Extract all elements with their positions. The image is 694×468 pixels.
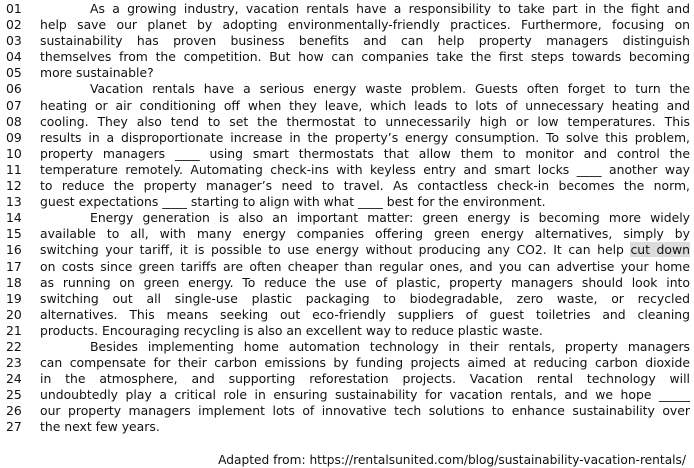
text-line (6, 371, 690, 387)
text-line (6, 339, 690, 355)
text-line (6, 291, 690, 307)
line-number: 27 (6, 419, 22, 435)
text-line (6, 403, 690, 419)
line-number: 16 (6, 242, 22, 258)
line-text-before-highlight: switching your tariff, it is possible to use energy without producing any CO2. It can help (40, 242, 631, 258)
text-line (6, 178, 690, 194)
line-text: help save our planet by adopting environmentally-friendly practices. Furthermore, focusing on (40, 17, 690, 33)
line-number: 19 (6, 290, 22, 306)
line-number: 07 (6, 97, 22, 113)
line-text: As a growing industry, vacation rentals have a responsibility to take part in the fight and (90, 1, 690, 16)
line-number: 04 (6, 49, 22, 65)
line-number: 24 (6, 371, 22, 387)
line-number: 06 (6, 81, 22, 97)
text-line (6, 419, 690, 435)
line-number: 02 (6, 17, 22, 33)
text-line (6, 65, 690, 81)
line-number: 11 (6, 161, 22, 177)
line-text: switching out all single-use plastic packaging to biodegradable, zero waste, or recycled (40, 290, 690, 306)
text-line (6, 307, 690, 323)
line-number: 25 (6, 387, 22, 403)
line-text: more sustainable? (40, 65, 154, 81)
line-number: 03 (6, 33, 22, 49)
text-line (6, 226, 690, 242)
text-line (6, 162, 690, 178)
line-text: available to all, with many energy companies offering green energy alternatives, simply by (40, 226, 690, 242)
line-text: results in a disproportionate increase in the property’s energy consumption. To solve this problem, (40, 129, 690, 145)
line-text: property managers ____ using smart thermostats that allow them to monitor and control the (40, 145, 690, 161)
line-number: 17 (6, 258, 22, 274)
line-number: 05 (6, 65, 22, 81)
line-number: 08 (6, 113, 22, 129)
line-text: Energy generation is also an important matter: green energy is becoming more widely (90, 210, 690, 226)
text-line (6, 1, 690, 17)
line-text: can compensate for their carbon emissions by funding projects aimed at reducing carbon dioxide (40, 355, 690, 371)
line-text: Besides implementing home automation technology in their rentals, property managers (90, 338, 690, 354)
article-body (6, 1, 690, 436)
source-citation: Adapted from: https://rentalsunited.com/blog/sustainability-vacation-rentals/ (218, 453, 686, 467)
line-text: themselves from the competition. But how can companies take the first steps towards becoming (40, 49, 690, 65)
line-text (40, 242, 690, 258)
text-line (6, 323, 690, 339)
text-line (6, 33, 690, 49)
line-text: products. Encouraging recycling is also an excellent way to reduce plastic waste. (40, 322, 543, 338)
line-text: our property managers implement lots of innovative tech solutions to enhance sustainability over (40, 403, 690, 419)
line-number: 26 (6, 403, 22, 419)
line-number: 13 (6, 194, 22, 210)
text-line (6, 210, 690, 226)
line-number: 20 (6, 306, 22, 322)
line-number: 12 (6, 178, 22, 194)
line-text: to reduce the property manager’s need to travel. As contactless check-in becomes the norm, (40, 178, 690, 194)
line-text: the next few years. (40, 419, 160, 435)
text-line (6, 275, 690, 291)
line-text: cooling. They also tend to set the thermostat to unnecessarily high or low temperatures. This (40, 113, 690, 129)
line-number: 01 (6, 1, 22, 16)
line-text: alternatives. This means seeking out eco-friendly suppliers of guest toiletries and cleaning (40, 306, 690, 322)
line-text: on costs since green tariffs are often cheaper than regular ones, and you can advertise your home (40, 258, 690, 274)
line-text: guest expectations ____ starting to align with what ____ best for the environment. (40, 194, 546, 210)
text-line (6, 17, 690, 33)
text-line (6, 114, 690, 130)
line-text: sustainability has proven business benefits and can help property managers distinguish (40, 33, 690, 49)
text-line (6, 146, 690, 162)
line-number: 18 (6, 274, 22, 290)
line-number: 15 (6, 226, 22, 242)
text-line (6, 242, 690, 258)
text-line (6, 98, 690, 114)
line-number: 21 (6, 322, 22, 338)
text-line (6, 49, 690, 65)
highlighted-phrase: cut down (630, 242, 690, 258)
line-text: undoubtedly play a critical role in ensuring sustainability for vacation rentals, and we hope _____ (40, 387, 690, 403)
line-text: in the atmosphere, and supporting reforestation projects. Vacation rental technology will (40, 371, 690, 387)
line-text: Vacation rentals have a serious energy waste problem. Guests often forget to turn the (90, 81, 690, 97)
line-text: heating or air conditioning off when they leave, which leads to lots of unnecessary heating and (40, 97, 690, 113)
line-number: 14 (6, 210, 22, 226)
line-text: as running on green energy. To reduce the use of plastic, property managers should look into (40, 274, 690, 290)
line-text: temperature remotely. Automating check-ins with keyless entry and smart locks ____ another way (40, 161, 690, 177)
line-number: 23 (6, 355, 22, 371)
line-number: 10 (6, 145, 22, 161)
line-number: 09 (6, 129, 22, 145)
text-line (6, 81, 690, 97)
text-line (6, 259, 690, 275)
line-number: 22 (6, 338, 22, 354)
text-line (6, 387, 690, 403)
text-line (6, 355, 690, 371)
text-line (6, 194, 690, 210)
text-line (6, 130, 690, 146)
